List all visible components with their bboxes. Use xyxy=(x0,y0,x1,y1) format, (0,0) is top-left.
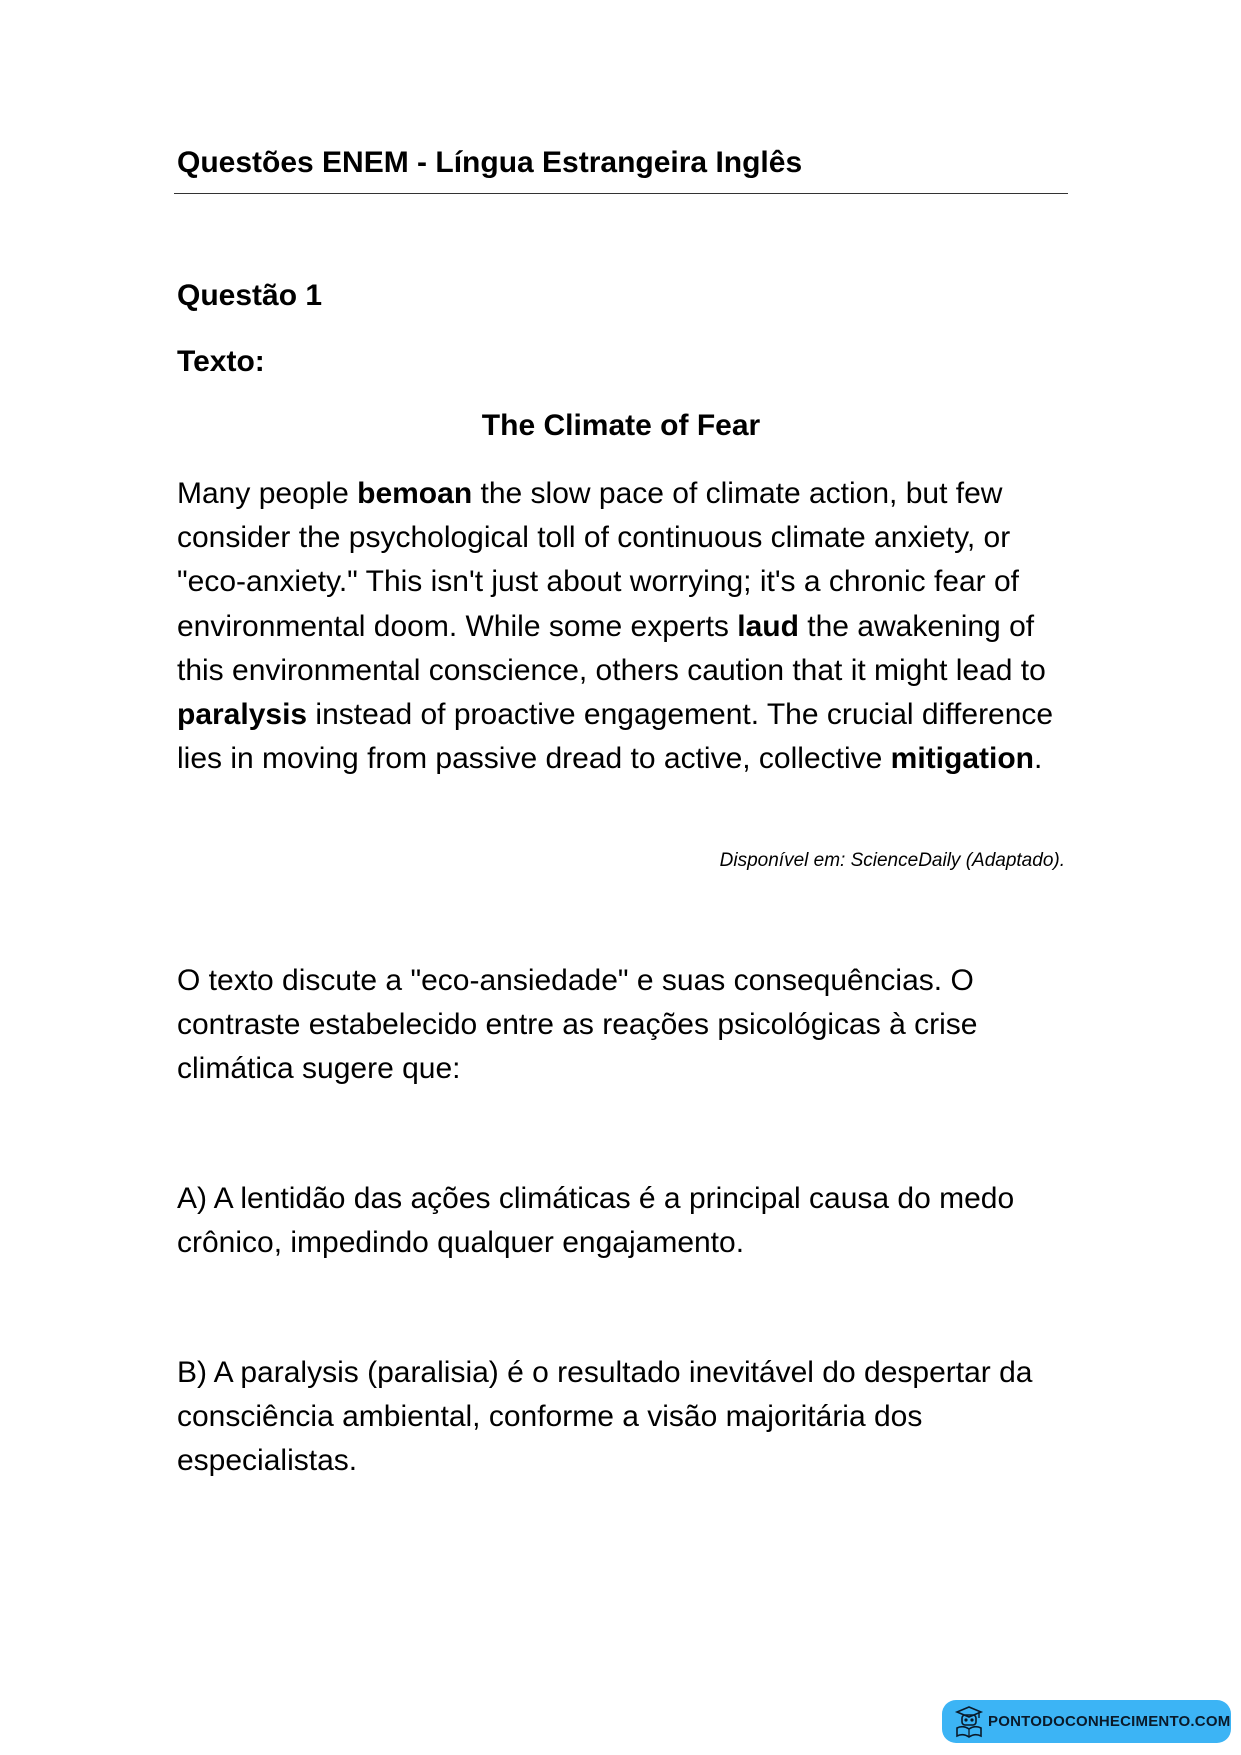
brand-badge-link[interactable] xyxy=(942,1700,1231,1743)
keyword-mitigation: mitigation xyxy=(890,742,1034,776)
passage-segment: the slow pace of climate action, but few consider the psychological toll of continuous climate anxiety, or "eco-anxiety." This isn't just about worrying; it's a chronic fear of environmental doom. While some experts xyxy=(177,477,1020,643)
option-a: A) A lentidão das ações climáticas é a principal causa do medo crônico, impedindo qualquer engajamento. xyxy=(177,1182,1015,1260)
passage-body xyxy=(177,472,1077,781)
keyword-paralysis: paralysis xyxy=(177,698,308,732)
passage-segment: Many people xyxy=(177,477,358,510)
source-citation: Disponível em: ScienceDaily (Adaptado). xyxy=(719,850,1065,871)
text-label: Texto: xyxy=(177,345,265,378)
header-divider xyxy=(174,193,1068,194)
question-number: Questão 1 xyxy=(177,279,323,312)
passage-title: The Climate of Fear xyxy=(481,409,761,442)
brand-text: PONTODOCONHECIMENTO.COM xyxy=(988,1713,1231,1730)
header-title: Questões ENEM - Língua Estrangeira Inglês xyxy=(177,146,803,179)
question-prompt: O texto discute a "eco-ansiedade" e suas consequências. O contraste estabelecido entre as reações psicológicas à crise climática sugere que: xyxy=(177,964,978,1086)
passage-segment: instead of proactive engagement. The crucial difference lies in moving from passive dread to active, collective xyxy=(177,698,1054,776)
graduation-reader-icon xyxy=(954,1706,984,1738)
keyword-laud: laud xyxy=(737,609,799,643)
keyword-bemoan: bemoan xyxy=(357,477,473,510)
passage-segment: . xyxy=(1033,742,1043,776)
passage-segment: the awakening of this environmental conscience, others caution that it might lead to xyxy=(177,609,1046,687)
option-b: B) A paralysis (paralisia) é o resultado inevitável do despertar da consciência ambiental, conforme a visão majoritária dos especialistas. xyxy=(177,1356,1033,1478)
